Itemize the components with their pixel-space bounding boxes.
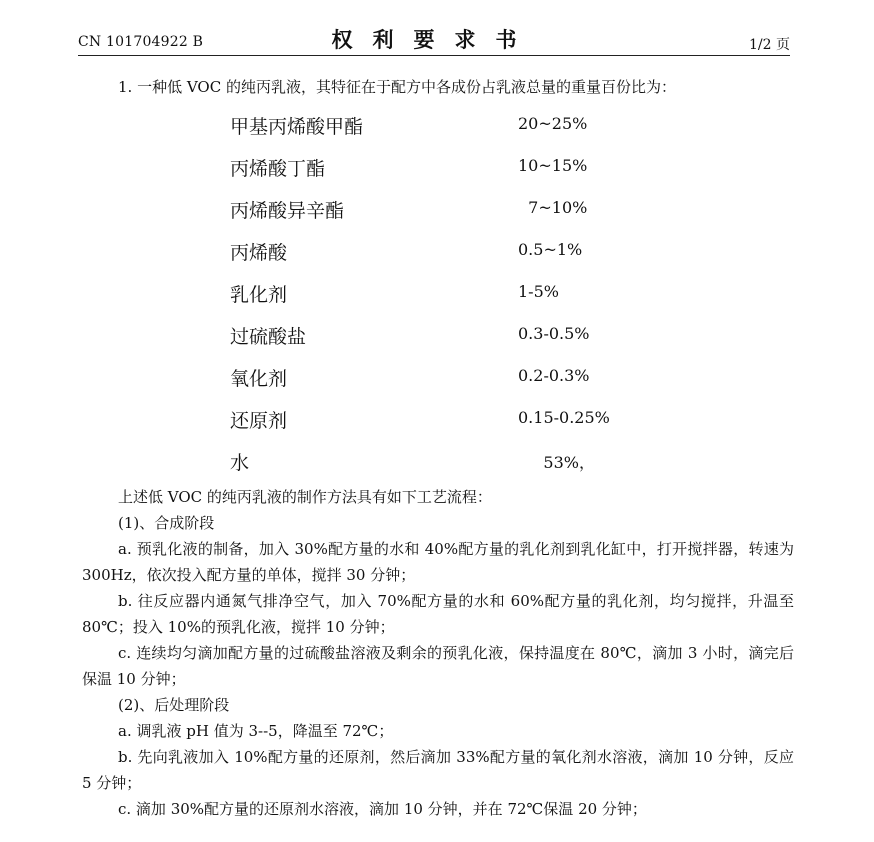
step-paragraph: a. 调乳液 pH 值为 3--5，降温至 72℃； xyxy=(118,722,394,740)
stage-heading-post-treatment: (2)、后处理阶段 xyxy=(118,696,230,714)
ingredient-name: 丙烯酸 xyxy=(230,242,288,264)
ingredient-amount: 0.3-0.5% xyxy=(518,324,590,343)
ingredient-row xyxy=(230,148,650,190)
step-paragraph: c. 滴加 30%配方量的还原剂水溶液，滴加 10 分钟，并在 72℃保温 20 分钟； xyxy=(118,800,647,818)
claim-intro: 1. 一种低 VOC 的纯丙乳液，其特征在于配方中各成份占乳液总量的重量百份比为： xyxy=(118,78,676,96)
ingredient-amount: 0.2-0.3% xyxy=(518,366,590,385)
ingredient-amount: 0.15-0.25% xyxy=(518,408,610,427)
step-paragraph: b. 往反应器内通氮气排净空气，加入 70%配方量的水和 60%配方量的乳化剂，均匀搅拌，升温至 80℃；投入 10%的预乳化液，搅拌 10 分钟； xyxy=(82,592,794,636)
method-intro: 上述低 VOC 的纯丙乳液的制作方法具有如下工艺流程： xyxy=(118,488,492,506)
page-header xyxy=(78,22,790,54)
ingredient-row xyxy=(230,274,650,316)
header-rule xyxy=(78,55,790,56)
ingredient-name: 氧化剂 xyxy=(230,368,288,390)
ingredient-name: 过硫酸盐 xyxy=(230,326,307,348)
ingredient-row xyxy=(230,232,650,274)
process-description xyxy=(82,484,794,822)
ingredient-name: 丙烯酸丁酯 xyxy=(230,158,326,180)
ingredient-row xyxy=(230,358,650,400)
ingredient-amount: 20~25% xyxy=(518,114,588,133)
ingredient-row xyxy=(230,400,650,442)
ingredient-amount: 53%， xyxy=(518,453,595,472)
ingredient-row xyxy=(230,442,650,484)
ingredient-row xyxy=(230,106,650,148)
ingredient-name: 丙烯酸异辛酯 xyxy=(230,200,345,222)
document-title: 权利要求书 xyxy=(331,27,537,52)
stage-heading-synthesis: (1)、合成阶段 xyxy=(118,514,215,532)
ingredient-name: 甲基丙烯酸甲酯 xyxy=(230,116,364,138)
ingredient-name: 水 xyxy=(230,452,250,474)
ingredient-amount: 7~10% xyxy=(518,198,588,217)
ingredient-amount: 10~15% xyxy=(518,156,588,175)
step-paragraph: a. 预乳化液的制备，加入 30%配方量的水和 40%配方量的乳化剂到乳化缸中，打开搅拌器，转速为 300Hz，依次投入配方量的单体，搅拌 30 分钟； xyxy=(82,540,794,584)
step-paragraph: b. 先向乳液加入 10%配方量的还原剂，然后滴加 33%配方量的氧化剂水溶液，滴加 10 分钟，反应 5 分钟； xyxy=(82,748,794,792)
ingredient-amount: 0.5~1% xyxy=(518,240,583,259)
ingredient-row xyxy=(230,316,650,358)
publication-number: CN 101704922 B xyxy=(78,34,204,50)
ingredient-list xyxy=(230,106,650,484)
page-number: 1/2 页 xyxy=(749,37,790,53)
ingredient-row xyxy=(230,190,650,232)
step-paragraph: c. 连续均匀滴加配方量的过硫酸盐溶液及剩余的预乳化液，保持温度在 80℃，滴加 3 小时，滴完后保温 10 分钟； xyxy=(82,644,794,688)
ingredient-name: 还原剂 xyxy=(230,410,288,432)
ingredient-name: 乳化剂 xyxy=(230,284,288,306)
ingredient-amount: 1-5% xyxy=(518,282,559,301)
